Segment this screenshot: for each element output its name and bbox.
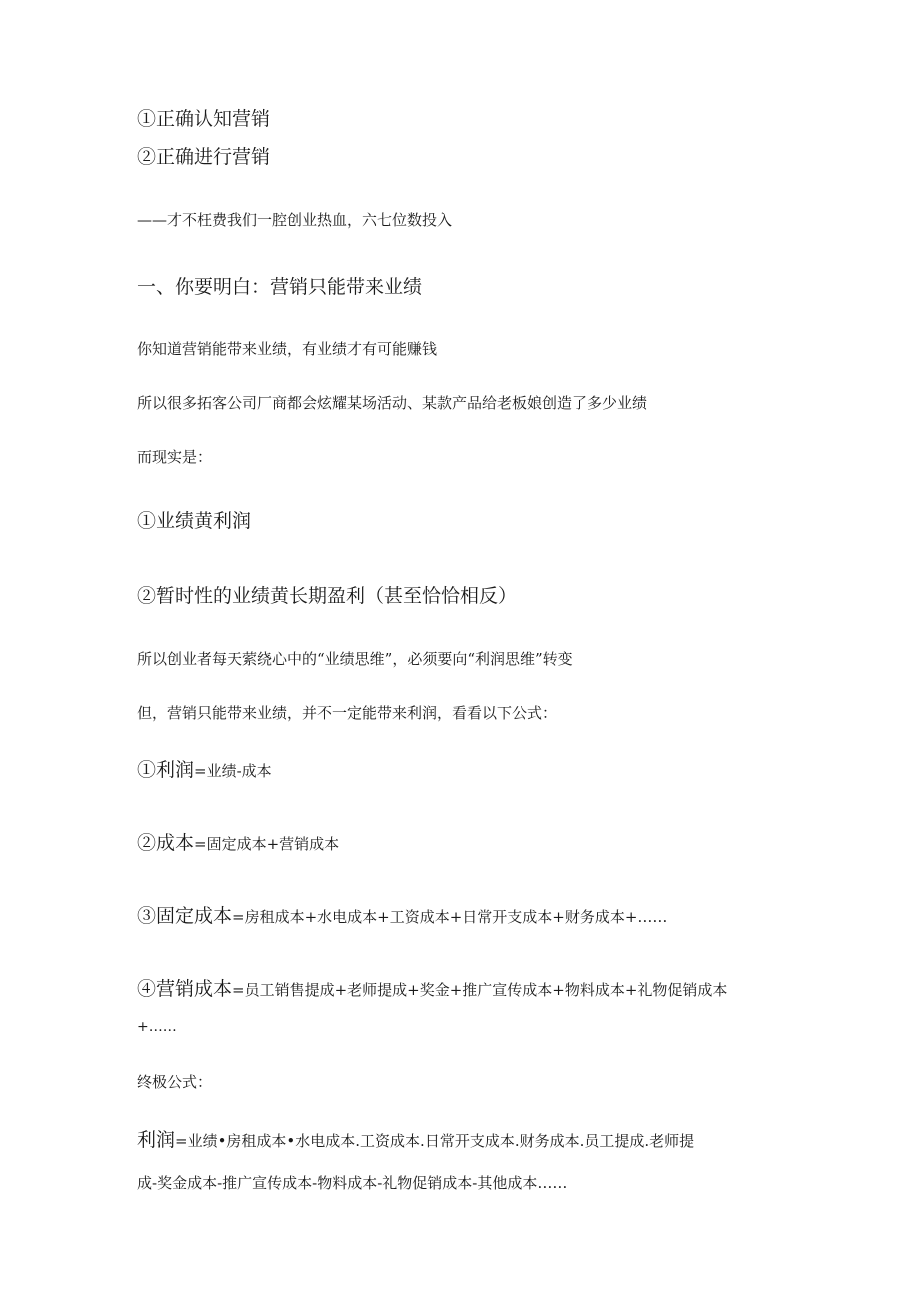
formula-lead: ④营销成本	[137, 978, 233, 1000]
final-formula	[137, 1131, 694, 1150]
formula-lead: ③固定成本	[137, 905, 233, 927]
final-formula-continuation: 成-奖金成本-推广宣传成本-物料成本-礼物促销成本-其他成本……	[137, 1174, 568, 1192]
final-formula-label: 终极公式：	[137, 1073, 213, 1091]
formula-lead: ②成本	[137, 832, 195, 854]
paragraph-performance-profit: 你知道营销能带来业绩，有业绩才有可能赚钱	[137, 340, 438, 358]
formula-marketing-cost	[137, 980, 727, 999]
formula-body: =固定成本+营销成本	[194, 835, 340, 853]
formula-fixed-cost	[137, 907, 667, 926]
formula-body: =业绩•房租成本•水电成本.工资成本.日常开支成本.财务成本.员工提成.老师提	[175, 1132, 695, 1150]
formula-lead: ①利润	[137, 759, 195, 781]
formula-body: =业绩-成本	[194, 762, 272, 780]
point-temporary-performance: ②暂时性的业绩黄长期盈利（甚至恰恰相反）	[137, 585, 518, 607]
formula-body: =员工销售提成+老师提成+奖金+推广宣传成本+物料成本+礼物促销成本	[232, 981, 728, 999]
goal-correct-understanding: ①正确认知营销	[137, 108, 271, 130]
point-performance-vs-profit: ①业绩黄利润	[137, 510, 252, 532]
paragraph-profit-thinking: 所以创业者每天萦绕心中的“业绩思维”，必须要向“利润思维”转变	[137, 650, 573, 668]
goal-correct-practice: ②正确进行营销	[137, 146, 271, 168]
formula-cost	[137, 834, 339, 853]
tagline: ——才不枉费我们一腔创业热血，六七位数投入	[137, 211, 453, 229]
paragraph-reality: 而现实是：	[137, 448, 213, 466]
paragraph-formula-intro: 但，营销只能带来业绩，并不一定能带来利润，看看以下公式：	[137, 704, 558, 722]
formula-profit	[137, 761, 272, 780]
paragraph-vendors-boast: 所以很多拓客公司厂商都会炫耀某场活动、某款产品给老板娘创造了多少业绩	[137, 394, 648, 412]
formula-body: =房租成本+水电成本+工资成本+日常开支成本+财务成本+……	[232, 908, 668, 926]
formula-marketing-cost-continuation: +……	[137, 1019, 177, 1035]
formula-lead: 利润	[137, 1129, 176, 1151]
section-heading: 一、你要明白：营销只能带来业绩	[137, 276, 423, 298]
